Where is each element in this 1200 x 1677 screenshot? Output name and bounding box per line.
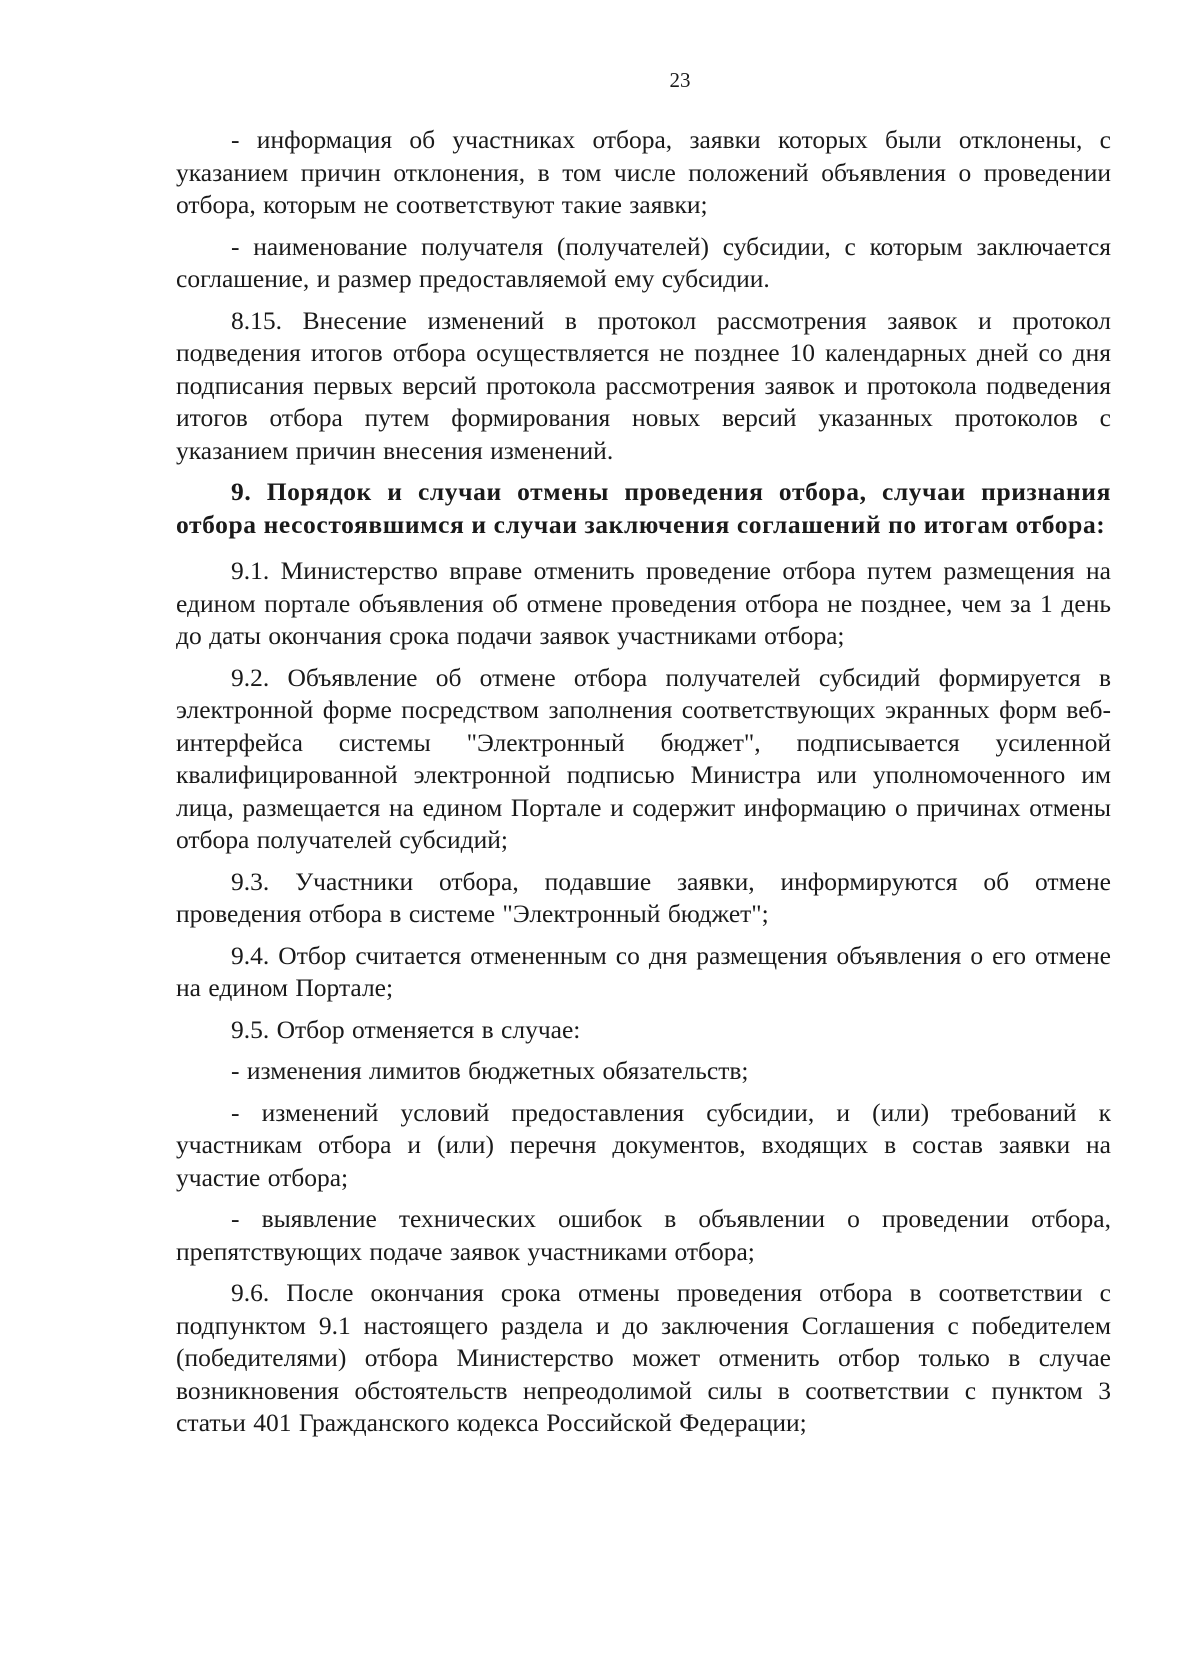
paragraph-9-6: 9.6. После окончания срока отмены проведения отбора в соответствии с подпунктом 9.1 настоящего раздела и до заключения Соглашения с победителем (победителями) отбора Министерство может отменить отбор только в случае возникновения обстоятельств непреодолимой силы в соответствии с пунктом 3 статьи 401 Гражданского кодекса Российской Федерации; bbox=[176, 1278, 1111, 1437]
paragraph-9-4: 9.4. Отбор считается отмененным со дня размещения объявления о его отмене на едином Портале; bbox=[176, 940, 1111, 1002]
page-number: 23 bbox=[669, 68, 691, 92]
paragraph-8-15: 8.15. Внесение изменений в протокол рассмотрения заявок и протокол подведения итогов отбора осуществляется не позднее 10 календарных дней со дня подписания первых версий протокола рассмотрения заявок и протокола подведения итогов отбора путем формирования новых версий указанных протоколов с указанием причин внесения изменений. bbox=[176, 305, 1111, 465]
paragraph-rejected-participants: - информация об участниках отбора, заявки которых были отклонены, с указанием причин отклонения, в том числе положений объявления о проведении отбора, которым не соответствуют такие заявки; bbox=[176, 125, 1111, 219]
paragraph-9-1: 9.1. Министерство вправе отменить проведение отбора путем размещения на едином портале объявления об отмене проведения отбора не позднее, чем за 1 день до даты окончания срока подачи заявок участниками отбора; bbox=[176, 556, 1111, 650]
paragraph-9-2: 9.2. Объявление об отмене отбора получателей субсидий формируется в электронной форме посредством заполнения соответствующих экранных форм веб-интерфейса системы "Электронный бюджет", подписывается усиленной квалифицированной электронной подписью Министра или уполномоченного им лица, размещается на едином Портале и содержит информацию о причинах отмены отбора получателей субсидий; bbox=[176, 662, 1111, 854]
list-item-technical-errors: - выявление технических ошибок в объявлении о проведении отбора, препятствующих подаче заявок участниками отбора; bbox=[176, 1204, 1111, 1266]
list-item-conditions: - изменений условий предоставления субсидии, и (или) требований к участникам отбора и (или) перечня документов, входящих в состав заявки на участие отбора; bbox=[176, 1097, 1111, 1192]
paragraph-9-5: 9.5. Отбор отменяется в случае: bbox=[231, 1014, 581, 1044]
paragraph-9-3: 9.3. Участники отбора, подавшие заявки, информируются об отмене проведения отбора в системе "Электронный бюджет"; bbox=[176, 866, 1111, 928]
paragraph-recipient-name: - наименование получателя (получателей) субсидии, с которым заключается соглашение, и размер предоставляемой ему субсидии. bbox=[176, 231, 1111, 293]
section-heading-9: 9. Порядок и случаи отмены проведения отбора, случаи признания отбора несостоявшимся и случаи заключения соглашений по итогам отбора: bbox=[176, 477, 1111, 539]
list-item-limits: - изменения лимитов бюджетных обязательств; bbox=[231, 1056, 749, 1085]
document-body bbox=[176, 124, 1111, 1449]
